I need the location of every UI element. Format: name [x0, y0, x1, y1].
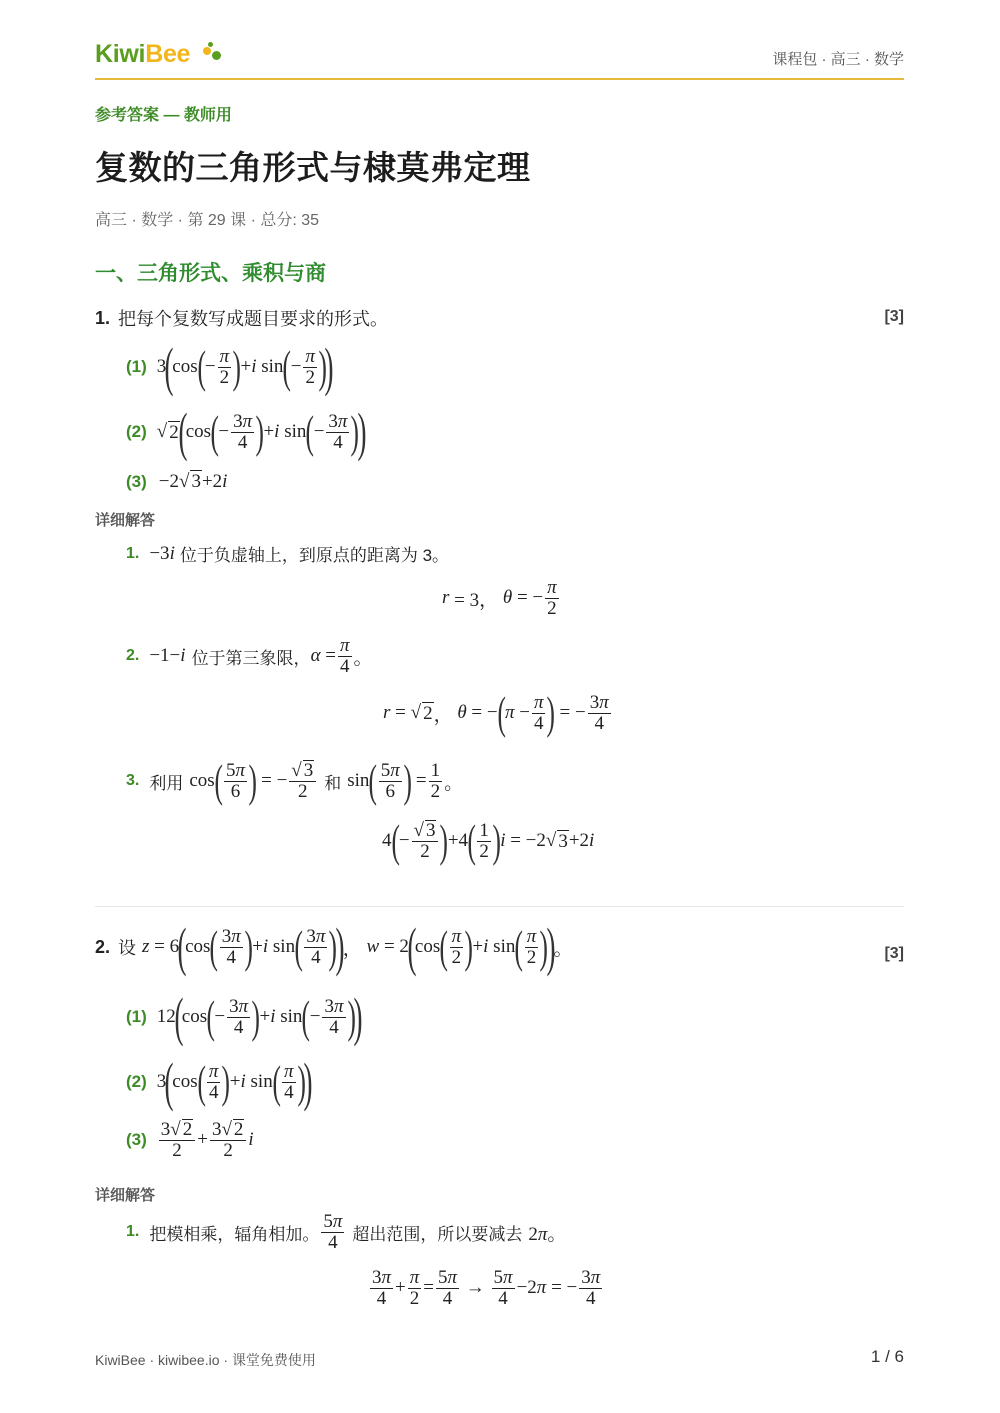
math-inline: −3i — [149, 542, 175, 564]
step-text: 位于第三象限， — [191, 648, 311, 668]
footer-credit: KiwiBee · kiwibee.io · 课堂免费使用 — [95, 1352, 316, 1368]
part-label: (3) — [126, 1129, 147, 1149]
math-display: r = √ 2 ， θ = − ( π − $\frac{\pi}{4}$ ) = − $\frac{3\pi}{4}$ — [383, 687, 609, 738]
step-number: 1. — [126, 1223, 140, 1241]
step-text: 利用 — [149, 773, 184, 793]
math-expression: √ 2 ( cos ( − $\frac{3\pi}{4}$ ) + i sin ( − $\frac{3\pi}{4}$ ) ) — [156, 402, 367, 462]
breadcrumb: 课程包 · 高三 · 数学 — [772, 51, 904, 68]
step-number: 3. — [126, 772, 140, 789]
section-title: 一、三角形式、乘积与商 — [95, 262, 326, 285]
part-label: (2) — [126, 1072, 147, 1091]
math-inline: α = $\frac{\pi}{4}$ 。 — [310, 635, 373, 677]
math-expression: $\frac{3√ 2}{2}$ + $\frac{3√ 2}{2}$ i — [160, 1119, 254, 1161]
math-inline: $\frac{5\pi}{4}$ — [323, 1211, 343, 1253]
math-expression: 3 ( cos ( $\frac{\pi}{4}$ ) + i sin ( $\frac{\pi}{4}$ ) ) — [156, 1052, 313, 1112]
detail-label: 详细解答 — [95, 512, 156, 529]
step-text: 和 — [324, 773, 342, 793]
math-expression: 3 ( cos ( − $\frac{\pi}{2}$ ) + i sin ( − $\frac{\pi}{2}$ ) ) — [156, 337, 334, 397]
question-1 — [95, 305, 388, 331]
math-inline: sin ( $\frac{5\pi}{6}$ ) = $\frac{1}{2}$ 。 — [347, 755, 464, 806]
detail-label: 详细解答 — [95, 1187, 156, 1204]
question-number: 2. — [95, 936, 111, 957]
part-label: (3) — [126, 471, 147, 491]
part-label: (1) — [126, 1007, 147, 1026]
part-label: (1) — [126, 357, 147, 376]
q1-step-3 — [126, 755, 464, 806]
math-inline: 2π。 — [528, 1223, 567, 1245]
q1-step-2 — [126, 636, 373, 677]
math-expression: 12 ( cos ( − $\frac{3\pi}{4}$ ) + i sin ( − $\frac{3\pi}{4}$ ) ) — [156, 987, 363, 1047]
question-marks: [3] — [884, 308, 904, 325]
question-divider — [95, 906, 904, 907]
question-prompt: 把每个复数写成题目要求的形式。 — [118, 309, 389, 329]
answer-key-tag: 参考答案 — 教师用 — [95, 107, 232, 124]
math-inline: cos ( $\frac{5\pi}{6}$ ) = − $\frac{√ 3}{2}$ — [189, 758, 318, 804]
step-text: 位于负虚轴上，到原点的距离为 3。 — [179, 546, 450, 565]
math-display: 4 ( − $\frac{√ 3}{2}$ ) +4 ( $\frac{1}{2}$ ) i = −2√ 3 +2 i — [382, 815, 595, 866]
step-text: 超出范围，所以要减去 — [352, 1224, 523, 1244]
math-inline: −1−i — [149, 645, 186, 667]
q1-part-2 — [126, 402, 367, 462]
page-header — [95, 38, 904, 80]
q2-part-3 — [126, 1119, 254, 1161]
q1-part-3 — [126, 470, 227, 493]
q1-step-1 — [126, 541, 449, 566]
q2-part-1 — [126, 987, 363, 1047]
question-marks: [3] — [884, 945, 904, 962]
step-text: 把模相乘，辐角相加。 — [149, 1224, 320, 1244]
step-number: 1. — [126, 544, 140, 562]
math-expression: −2√ 3+2i — [158, 471, 228, 492]
logo-dots-icon — [200, 42, 224, 62]
q2-part-2 — [126, 1052, 313, 1112]
part-label: (2) — [126, 422, 147, 441]
kiwibee-logo: KiwiBee — [95, 40, 191, 68]
q2-step-1 — [126, 1212, 566, 1253]
page-title: 复数的三角形式与棣莫弗定理 — [95, 149, 531, 186]
math-display: $\frac{3\pi}{4}$ + $\frac{\pi}{2}$ = $\frac{5\pi}{4}$ → $\frac{5\pi}{4}$ −2 π = − $\frac{3\pi}{4}$ — [372, 1267, 601, 1309]
q1-part-1 — [126, 337, 334, 397]
lesson-meta: 高三 · 数学 · 第 29 课 · 总分: 35 — [95, 212, 320, 229]
question-number: 1. — [95, 307, 111, 328]
step-number: 2. — [126, 647, 140, 665]
math-display: r = 3， θ = − $\frac{\pi}{2}$ — [442, 577, 557, 619]
question-2 — [95, 917, 573, 977]
question-prompt: 设 — [118, 938, 137, 958]
math-inline: z = 6 ( cos ( $\frac{3\pi}{4}$ ) + i sin ( $\frac{3\pi}{4}$ ) ) ， w = 2 ( cos ( $\frac{\pi}{2}$ ) + i sin ( $\frac{\pi}{2}$ ) ) 。 — [142, 917, 573, 977]
page-number: 1 / 6 — [870, 1347, 904, 1366]
